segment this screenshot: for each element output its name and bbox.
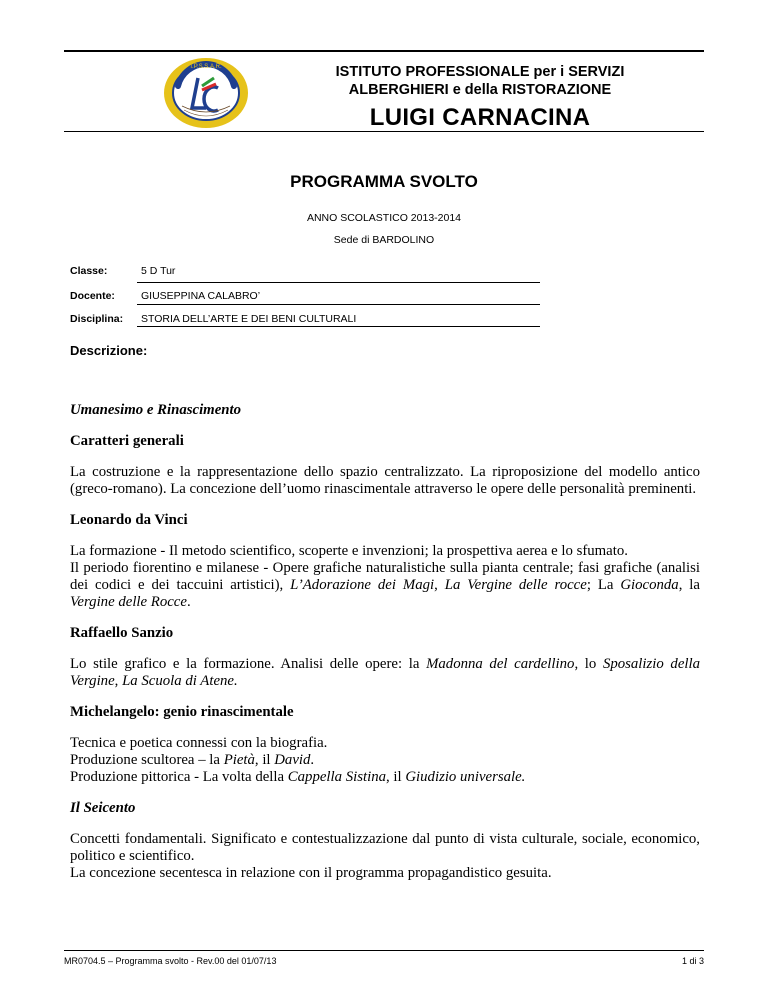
school-year: ANNO SCOLASTICO 2013-2014: [306, 212, 462, 224]
institution-line-1: ISTITUTO PROFESSIONALE per i SERVIZI: [335, 64, 625, 80]
separator: , lo: [574, 656, 603, 672]
work-vergine-rocce-2: Vergine delle Rocce: [70, 594, 187, 610]
section-heading-michelangelo: Michelangelo: genio rinascimentale: [70, 704, 294, 720]
school-logo: [162, 56, 250, 130]
description-label: Descrizione:: [70, 343, 148, 358]
footer-rule: [64, 950, 704, 951]
teacher-underline: [137, 304, 540, 305]
footer-page-number: 1 di 3: [681, 956, 704, 966]
subject-label: Disciplina:: [70, 313, 124, 325]
paragraph-raffaello: [70, 656, 700, 690]
work-gioconda: Gioconda: [620, 577, 679, 593]
section-heading-caratteri: Caratteri generali: [70, 433, 184, 449]
separator: ,: [434, 577, 445, 593]
subject-underline: [137, 326, 540, 327]
work-vergine-rocce: La Vergine delle rocce: [444, 577, 587, 593]
section-heading-leonardo: Leonardo da Vinci: [70, 512, 188, 528]
paragraph-caratteri: La costruzione e la rappresentazione dello spazio centralizzato. La riproposizione del modello antico (greco-romano). La concezione dell’uomo rinascimentale attraverso le opere delle personalità preminenti.: [70, 464, 700, 497]
class-value: 5 D Tur: [141, 265, 176, 277]
teacher-value: GIUSEPPINA CALABRO’: [141, 290, 261, 302]
work-david: David: [274, 752, 311, 768]
institution-line-2: ALBERGHIERI e della RISTORAZIONE: [348, 82, 612, 98]
work-giudizio: Giudizio universale.: [405, 769, 526, 785]
paragraph-seicento: [70, 831, 700, 882]
subject-value: STORIA DELL’ARTE E DEI BENI CULTURALI: [141, 313, 357, 325]
michelangelo-line-3: [70, 769, 700, 786]
paragraph-michelangelo: [70, 735, 700, 786]
leonardo-text-a: Il periodo fiorentino e milanese - Opere grafiche naturalistiche sulla pianta centrale; fasi grafiche (analisi dei codici e dei taccuini artistici),: [70, 560, 700, 593]
michelangelo-text-b: Produzione pittorica - La volta della: [70, 769, 288, 785]
michelangelo-line-1: Tecnica e poetica connessi con la biografia.: [70, 735, 328, 751]
seicento-text-1: Concetti fondamentali. Significato e contestualizzazione dal punto di vista culturale, sociale, economico, politico e scientifico.: [70, 831, 700, 864]
footer-document-code: MR0704.5 – Programma svolto - Rev.00 del 01/07/13: [64, 956, 277, 966]
top-rule: [64, 50, 704, 52]
teacher-label: Docente:: [70, 290, 115, 302]
separator: , la: [678, 577, 700, 593]
work-sposalizio: Sposalizio della Vergine: [70, 656, 701, 689]
michelangelo-text-a: Produzione scultorea – la: [70, 752, 224, 768]
separator: , il: [254, 752, 275, 768]
institution-name: LUIGI CARNACINA: [369, 104, 591, 131]
school-location: Sede di BARDOLINO: [333, 234, 435, 246]
document-title: PROGRAMMA SVOLTO: [290, 172, 478, 191]
separator: ; La: [586, 577, 621, 593]
svg-text:I.P.S.S.A.R.: I.P.S.S.A.R.: [190, 64, 222, 70]
work-madonna-cardellino: Madonna del cardellino: [426, 656, 575, 672]
work-adorazione: L’Adorazione dei Magi: [290, 577, 435, 593]
seicento-text-2: La concezione secentesca in relazione con il programma propagandistico gesuita.: [70, 865, 552, 881]
section-heading-seicento: Il Seicento: [70, 800, 136, 816]
section-heading-umanesimo: Umanesimo e Rinascimento: [70, 402, 241, 418]
raffaello-text-a: Lo stile grafico e la formazione. Analisi delle opere: la: [70, 656, 427, 672]
leonardo-line-1: La formazione - Il metodo scientifico, scoperte e invenzioni; la prospettiva aerea e lo sfumato.: [70, 543, 628, 559]
work-pieta: Pietà: [223, 752, 255, 768]
separator: .: [186, 594, 191, 610]
class-label: Classe:: [70, 265, 108, 277]
separator: ,: [114, 673, 123, 689]
class-underline: [137, 282, 540, 283]
michelangelo-line-2: [70, 752, 700, 769]
separator: , il: [386, 769, 406, 785]
work-scuola-atene: La Scuola di Atene.: [122, 673, 238, 689]
separator: .: [310, 752, 315, 768]
work-cappella-sistina: Cappella Sistina: [287, 769, 387, 785]
paragraph-leonardo: [70, 543, 700, 611]
program-body: [70, 402, 700, 882]
section-heading-raffaello: Raffaello Sanzio: [70, 625, 174, 641]
